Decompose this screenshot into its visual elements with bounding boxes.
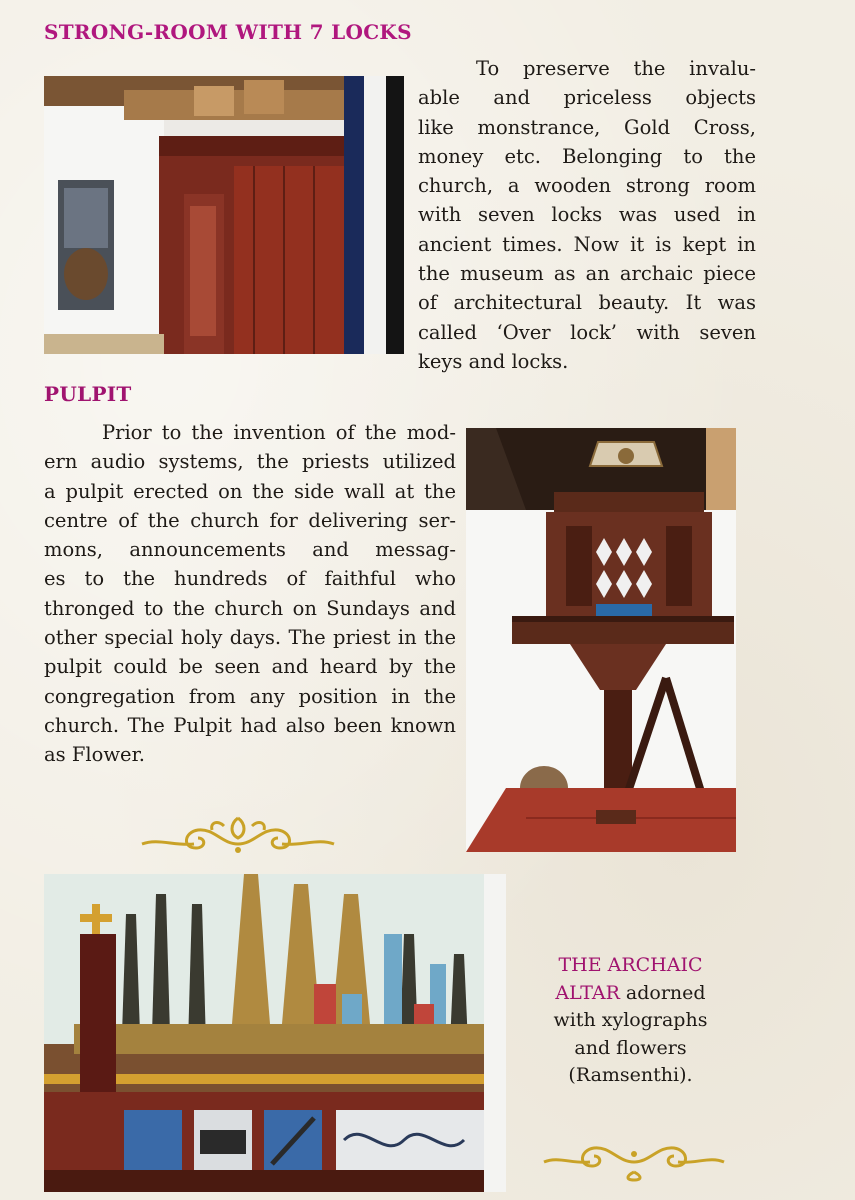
altar-photo — [44, 874, 506, 1192]
text-line: as Flower. — [44, 743, 145, 767]
text-line: money etc. Belonging to the — [418, 144, 756, 168]
caption-text: with xylographs — [553, 1009, 708, 1031]
text-line: centre of the church for delivering ser- — [44, 508, 456, 532]
text-line: mons, announcements and messag- — [44, 538, 456, 562]
text-line: a pulpit erected on the side wall at the — [44, 479, 456, 503]
caption-heading: THE ARCHAIC — [558, 954, 703, 976]
text-line: keys and locks. — [418, 349, 569, 373]
gold-scroll-ornament — [134, 804, 342, 864]
text-line: Prior to the invention of the mod- — [102, 421, 456, 444]
text-line: ern audio systems, the priests utilized — [44, 450, 456, 474]
text-line: es to the hundreds of faithful who — [44, 567, 456, 591]
text-line: To preserve the invalu- — [476, 57, 756, 80]
gold-scroll-ornament — [538, 1132, 730, 1186]
caption-heading: ALTAR — [555, 981, 620, 1004]
altar-caption — [528, 952, 733, 1090]
strongroom-paragraph — [418, 54, 756, 376]
caption-text: (Ramsenthi). — [568, 1064, 693, 1086]
strongroom-photo — [44, 76, 404, 354]
text-line: church, a wooden strong room — [418, 174, 756, 198]
text-line: of architectural beauty. It was — [418, 291, 756, 315]
text-line: ancient times. Now it is kept in — [418, 232, 756, 256]
pulpit-paragraph — [44, 418, 456, 770]
text-line: the museum as an archaic piece — [418, 262, 756, 286]
text-line: able and priceless objects — [418, 86, 756, 110]
caption-text: and flowers — [574, 1036, 687, 1059]
caption-text: adorned — [619, 981, 706, 1004]
text-line: other special holy days. The priest in the — [44, 626, 456, 650]
text-line: church. The Pulpit had also been known — [44, 713, 456, 737]
text-line: congregation from any position in the — [44, 684, 456, 708]
text-line: like monstrance, Gold Cross, — [418, 115, 756, 139]
pulpit-photo — [466, 428, 736, 852]
pulpit-heading: PULPIT — [44, 382, 132, 406]
text-line: with seven locks was used in — [418, 203, 756, 227]
text-line: thronged to the church on Sundays and — [44, 596, 456, 620]
strongroom-heading: STRONG-ROOM WITH 7 LOCKS — [44, 20, 412, 44]
text-line: called ‘Over lock’ with seven — [418, 320, 756, 344]
text-line: pulpit could be seen and heard by the — [44, 655, 456, 679]
